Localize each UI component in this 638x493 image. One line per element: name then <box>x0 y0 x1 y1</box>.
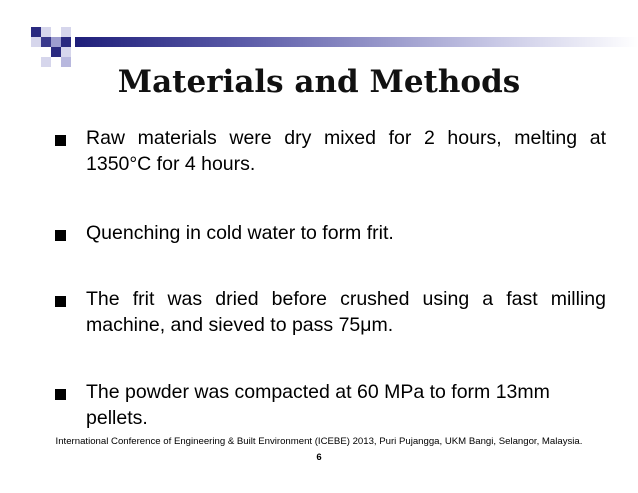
square-bullet-icon <box>55 230 66 241</box>
bullet-item <box>55 125 606 177</box>
page-number: 6 <box>316 452 322 463</box>
square-bullet-icon <box>55 135 66 146</box>
bullet-item <box>55 379 606 431</box>
slide-title: Materials and Methods <box>117 64 521 100</box>
bullet-item <box>55 220 606 246</box>
footer-text: International Conference of Engineering & Built Environment (ICEBE) 2013, Puri Pujangga, UKM Bangi, Selangor, Malaysia. <box>55 436 583 447</box>
decor-square <box>51 27 61 37</box>
bullet-item <box>55 286 606 338</box>
decor-square <box>61 47 71 57</box>
header-gradient-bar <box>75 37 638 47</box>
decor-square <box>51 47 61 57</box>
decor-square <box>41 27 51 37</box>
decor-square <box>41 37 51 47</box>
decor-square <box>31 37 41 47</box>
decor-square <box>61 27 71 37</box>
decor-square <box>51 37 61 47</box>
decor-square <box>31 27 41 37</box>
bullet-text: Raw materials were dry mixed for 2 hours, melting at 1350°C for 4 hours. <box>86 127 606 175</box>
bullet-text: The frit was dried before crushed using a fast milling machine, and sieved to pass 75μm. <box>86 288 606 336</box>
square-bullet-icon <box>55 389 66 400</box>
decor-square <box>61 37 71 47</box>
bullet-text: Quenching in cold water to form frit. <box>86 222 394 244</box>
bullet-text: The powder was compacted at 60 MPa to form 13mm pellets. <box>86 381 550 429</box>
square-bullet-icon <box>55 296 66 307</box>
